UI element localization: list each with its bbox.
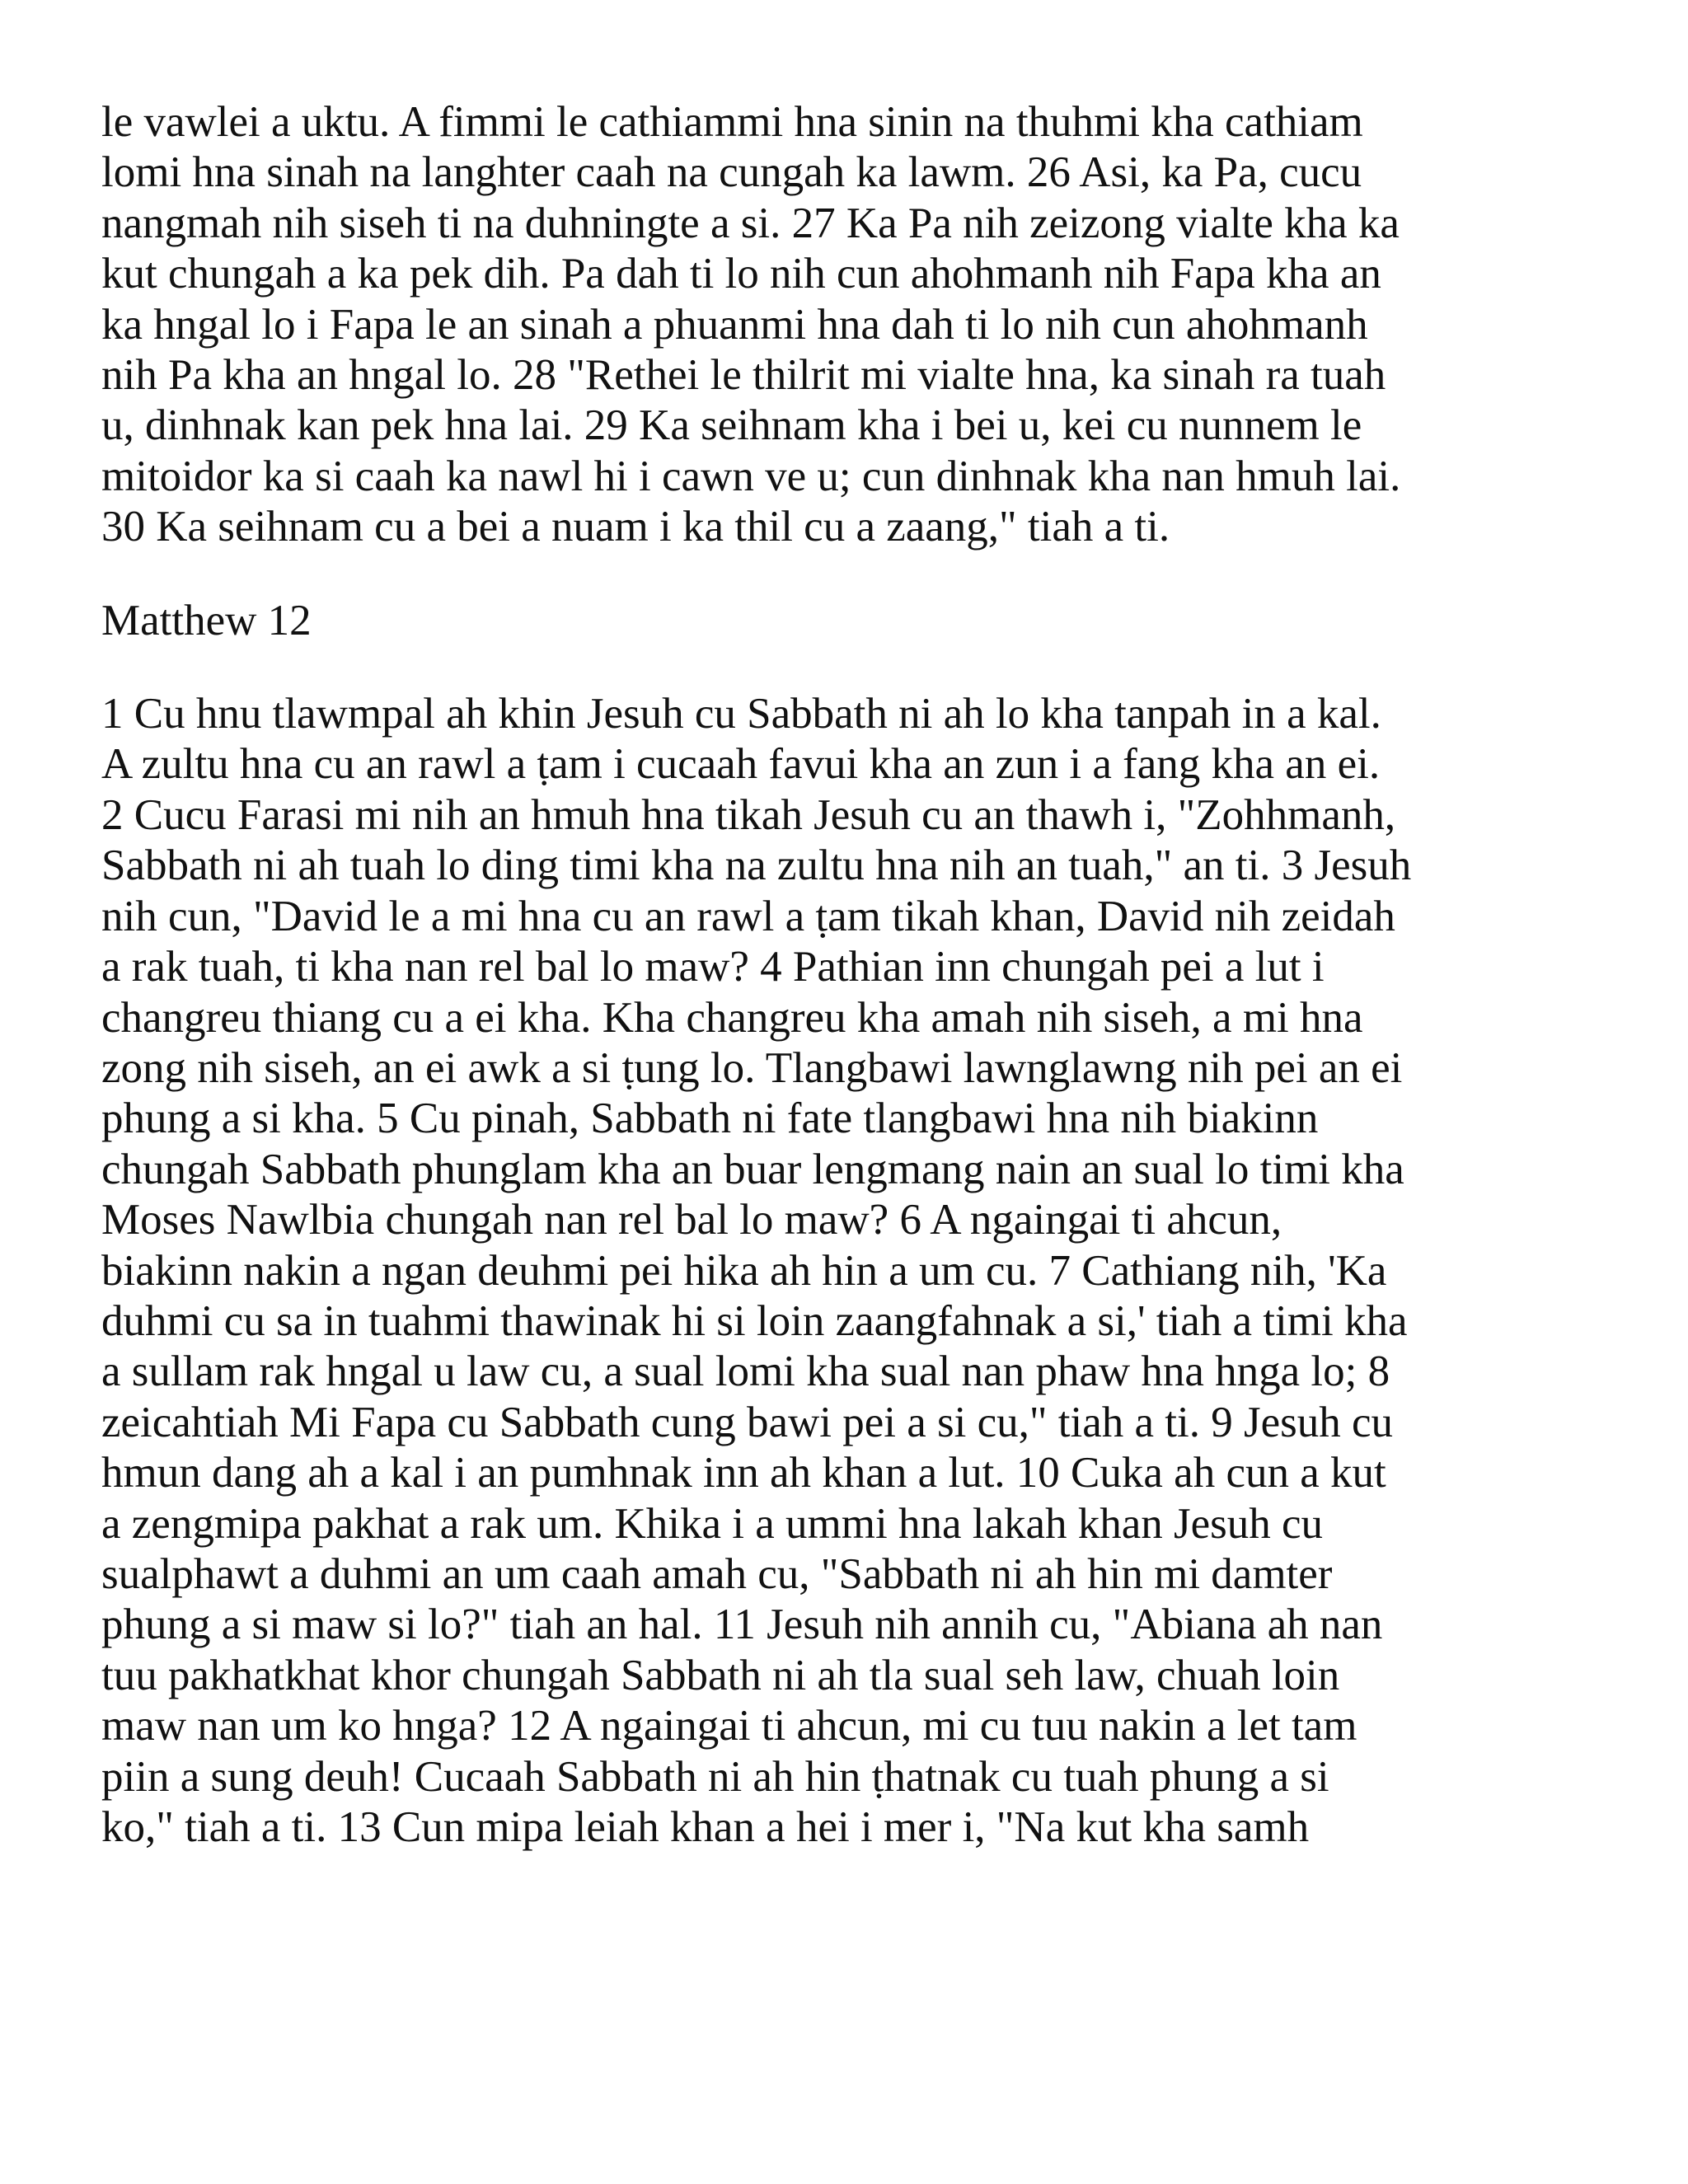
text-line: a sullam rak hngal u law cu, a sual lomi kha sual nan phaw hna hnga lo; 8 [101,1347,1390,1396]
text-line: le vawlei a uktu. A fimmi le cathiammi hna sinin na thuhmi kha cathiam [101,98,1363,146]
chapter-title: Matthew 12 [101,596,312,644]
text-line: tuu pakhatkhat khor chungah Sabbath ni ah tla sual seh law, chuah loin [101,1651,1340,1699]
text-line: zeicahtiah Mi Fapa cu Sabbath cung bawi pei a si cu," tiah a ti. 9 Jesuh cu [101,1398,1394,1446]
text-line: ka hngal lo i Fapa le an sinah a phuanmi hna dah ti lo nih cun ahohmanh [101,300,1368,349]
text-line: maw nan um ko hnga? 12 A ngaingai ti ahcun, mi cu tuu nakin a let tam [101,1702,1357,1750]
text-line: 30 Ka seihnam cu a bei a nuam i ka thil cu a zaang," tiah a ti. [101,503,1170,551]
chapter-heading [101,596,1601,646]
paragraph-matthew-11-end [101,97,1601,553]
text-line: hmun dang ah a kal i an pumhnak inn ah khan a lut. 10 Cuka ah cun a kut [101,1449,1386,1497]
text-line: sualphawt a duhmi an um caah amah cu, "Sabbath ni ah hin mi damter [101,1549,1333,1598]
text-line: biakinn nakin a ngan deuhmi pei hika ah hin a um cu. 7 Cathiang nih, 'Ka [101,1246,1387,1295]
text-line: Moses Nawlbia chungah nan rel bal lo maw? 6 A ngaingai ti ahcun, [101,1196,1282,1244]
text-line: a rak tuah, ti kha nan rel bal lo maw? 4 Pathian inn chungah pei a lut i [101,943,1325,991]
text-line: mitoidor ka si caah ka nawl hi i cawn ve u; cun dinhnak kha nan hmuh lai. [101,452,1401,500]
text-line: u, dinhnak kan pek hna lai. 29 Ka seihnam kha i bei u, kei cu nunnem le [101,401,1362,450]
text-line: chungah Sabbath phunglam kha an buar lengmang nain an sual lo timi kha [101,1145,1404,1193]
text-line: zong nih siseh, an ei awk a si ṭung lo. Tlangbawi lawnglawng nih pei an ei [101,1043,1403,1092]
text-line: duhmi cu sa in tuahmi thawinak hi si loin zaangfahnak a si,' tiah a timi kha [101,1296,1408,1345]
text-line: piin a sung deuh! Cucaah Sabbath ni ah hin ṭhatnak cu tuah phung a si [101,1752,1329,1801]
text-line: Sabbath ni ah tuah lo ding timi kha na zultu hna nih an tuah," an ti. 3 Jesuh [101,841,1412,890]
text-line: a zengmipa pakhat a rak um. Khika i a ummi hna lakah khan Jesuh cu [101,1499,1324,1548]
document-page [101,97,1601,1853]
text-line: kut chungah a ka pek dih. Pa dah ti lo nih cun ahohmanh nih Fapa kha an [101,250,1381,298]
text-line: ko," tiah a ti. 13 Cun mipa leiah khan a hei i mer i, "Na kut kha samh [101,1803,1310,1851]
text-line: nih cun, "David le a mi hna cu an rawl a ṭam tikah khan, David nih zeidah [101,892,1395,940]
text-line: changreu thiang cu a ei kha. Kha changreu kha amah nih siseh, a mi hna [101,993,1363,1042]
text-line: A zultu hna cu an rawl a ṭam i cucaah favui kha an zun i a fang kha an ei. [101,740,1381,789]
text-line: 2 Cucu Farasi mi nih an hmuh hna tikah Jesuh cu an thawh i, "Zohhmanh, [101,790,1396,839]
text-line: nangmah nih siseh ti na duhningte a si. 27 Ka Pa nih zeizong vialte kha ka [101,199,1400,247]
text-line: phung a si maw si lo?" tiah an hal. 11 Jesuh nih annih cu, "Abiana ah nan [101,1601,1383,1649]
text-line: nih Pa kha an hngal lo. 28 "Rethei le thilrit mi vialte hna, ka sinah ra tuah [101,351,1386,400]
paragraph-matthew-12 [101,689,1601,1853]
text-line: phung a si kha. 5 Cu pinah, Sabbath ni fate tlangbawi hna nih biakinn [101,1094,1319,1143]
text-line: 1 Cu hnu tlawmpal ah khin Jesuh cu Sabbath ni ah lo kha tanpah in a kal. [101,690,1381,738]
text-line: lomi hna sinah na langhter caah na cungah ka lawm. 26 Asi, ka Pa, cucu [101,148,1362,197]
